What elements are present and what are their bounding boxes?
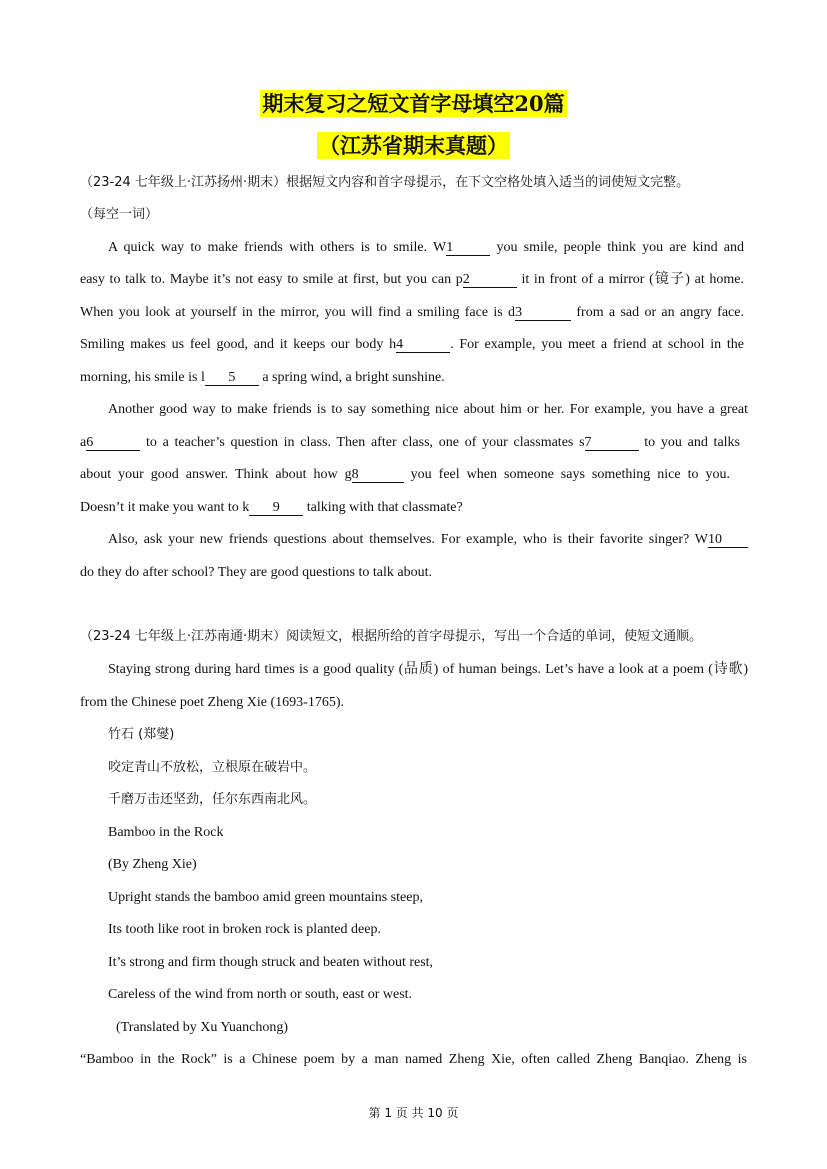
document-title: 期末复习之短文首字母填空20篇	[262, 91, 565, 116]
poem-cn-line-2: 千磨万击还坚劲，任尔东西南北风。	[108, 792, 317, 807]
poem-en-line-2: Its tooth like root in broken rock is planted deep.	[108, 922, 381, 937]
poem-cn-line-1: 咬定青山不放松，立根原在破岩中。	[108, 760, 317, 775]
passage1-line-6: Another good way to make friends is to say something nice about him or her. For example, you have a great	[108, 402, 748, 417]
passage1-line-9: Doesn’t it make you want to k 9 talking with that classmate?	[80, 500, 463, 515]
blank-9[interactable]: 9	[249, 500, 303, 516]
passage1-line-2: easy to talk to. Maybe it’s not easy to smile at first, but you can p2 it in front of a mirror (镜子) at home.	[80, 272, 744, 287]
passage2-instruction: （23-24 七年级上·江苏南通·期末）阅读短文，根据所给的首字母提示，写出一个合适的单词，使短文通顺。	[80, 629, 703, 644]
passage2-intro-line-2: from the Chinese poet Zheng Xie (1693-1765).	[80, 695, 344, 710]
passage1-line-3: When you look at yourself in the mirror, you will find a smiling face is d3 from a sad or an angry face.	[80, 305, 744, 320]
poem-en-line-4: Careless of the wind from north or south, east or west.	[108, 987, 413, 1002]
blank-1[interactable]: 1	[446, 240, 490, 256]
document-subtitle: （江苏省期末真题）	[319, 133, 508, 158]
blank-6[interactable]: 6	[86, 435, 140, 451]
passage1-line-7: a6 to a teacher’s question in class. Then after class, one of your classmates s7 to you and talks	[80, 435, 741, 450]
passage1-line-8: about your good answer. Think about how g8 you feel when someone says something nice to you.	[80, 467, 731, 482]
blank-2[interactable]: 2	[463, 272, 517, 288]
poem-en-line-1: Upright stands the bamboo amid green mountains steep,	[108, 890, 423, 905]
page-footer: 第 1 页 共 10 页	[368, 1106, 459, 1120]
blank-7[interactable]: 7	[585, 435, 639, 451]
passage2-intro-line-1: Staying strong during hard times is a good quality (品质) of human beings. Let’s have a look at a poem (诗歌)	[108, 662, 748, 677]
blank-5[interactable]: 5	[205, 370, 259, 386]
poem-en-author: (By Zheng Xie)	[108, 857, 197, 872]
poem-en-title: Bamboo in the Rock	[108, 825, 224, 840]
passage1-line-5: morning, his smile is l 5 a spring wind, a bright sunshine.	[80, 370, 445, 385]
passage1-instruction: （23-24 七年级上·江苏扬州·期末）根据短文内容和首字母提示，在下文空格处填入适当的词使短文完整。	[80, 175, 690, 190]
blank-8[interactable]: 8	[352, 467, 404, 483]
blank-4[interactable]: 4	[396, 337, 450, 353]
poem-en-line-3: It’s strong and firm though struck and beaten without rest,	[108, 955, 434, 970]
passage1-line-10: Also, ask your new friends questions about themselves. For example, who is their favorite singer? W10	[108, 531, 748, 549]
poem-cn-title: 竹石 (郑燮)	[108, 727, 175, 742]
passage2-body-line: “Bamboo in the Rock” is a Chinese poem by a man named Zheng Xie, often called Zheng Banqiao. Zheng is	[80, 1052, 747, 1067]
blank-3[interactable]: 3	[515, 305, 571, 321]
passage1-line-11: do they do after school? They are good questions to talk about.	[80, 565, 432, 580]
passage1-instruction-note: （每空一词）	[80, 207, 159, 222]
passage1-line-4: Smiling makes us feel good, and it keeps our body h4 . For example, you meet a friend at school in the	[80, 337, 744, 352]
passage1-line-1: A quick way to make friends with others is to smile. W1 you smile, people think you are kind and	[108, 240, 744, 255]
blank-10[interactable]: 10	[708, 532, 748, 548]
poem-translator: (Translated by Xu Yuanchong)	[116, 1020, 288, 1035]
